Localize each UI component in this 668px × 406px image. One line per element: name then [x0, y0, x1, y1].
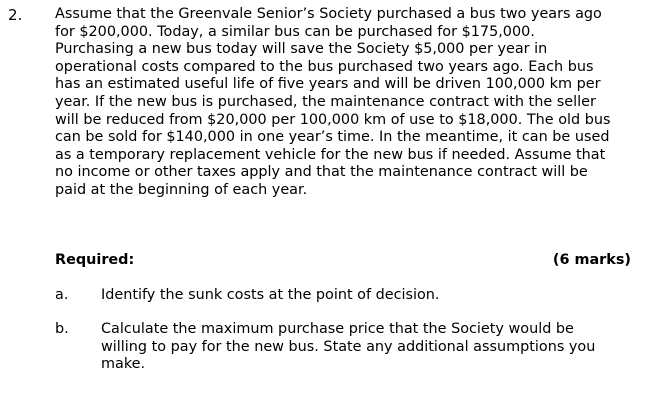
question-number: 2.: [8, 6, 23, 24]
part-text: Identify the sunk costs at the point of decision.: [101, 287, 440, 303]
marks-label: (6 marks): [552, 252, 631, 268]
part-text: Calculate the maximum purchase price that the Society would be willing to pay for the new bus. State any additional assumptions you make.: [101, 321, 596, 373]
part-a: [55, 287, 635, 307]
question-body: Assume that the Greenvale Senior’s Society purchased a bus two years ago for $200,000. Today, a similar bus can be purchased for $175,000. Purchasing a new bus today will save the Society $5,000 per year in operational costs compared to the bus purchased two years ago. Each bus has an estimated useful life of five years and will be driven 100,000 km per year. If the new bus is purchased, the maintenance contract with the seller will be reduced from $20,000 per 100,000 km of use to $18,000. The old bus can be sold for $140,000 in one year’s time. In the meantime, it can be used as a temporary replacement vehicle for the new bus if needed. Assume that no income or other taxes apply and that the maintenance contract will be paid at the beginning of each year.: [55, 6, 611, 198]
part-b: [55, 321, 635, 377]
required-label: Required:: [55, 252, 135, 268]
part-letter: a.: [55, 287, 69, 303]
part-letter: b.: [55, 321, 69, 337]
